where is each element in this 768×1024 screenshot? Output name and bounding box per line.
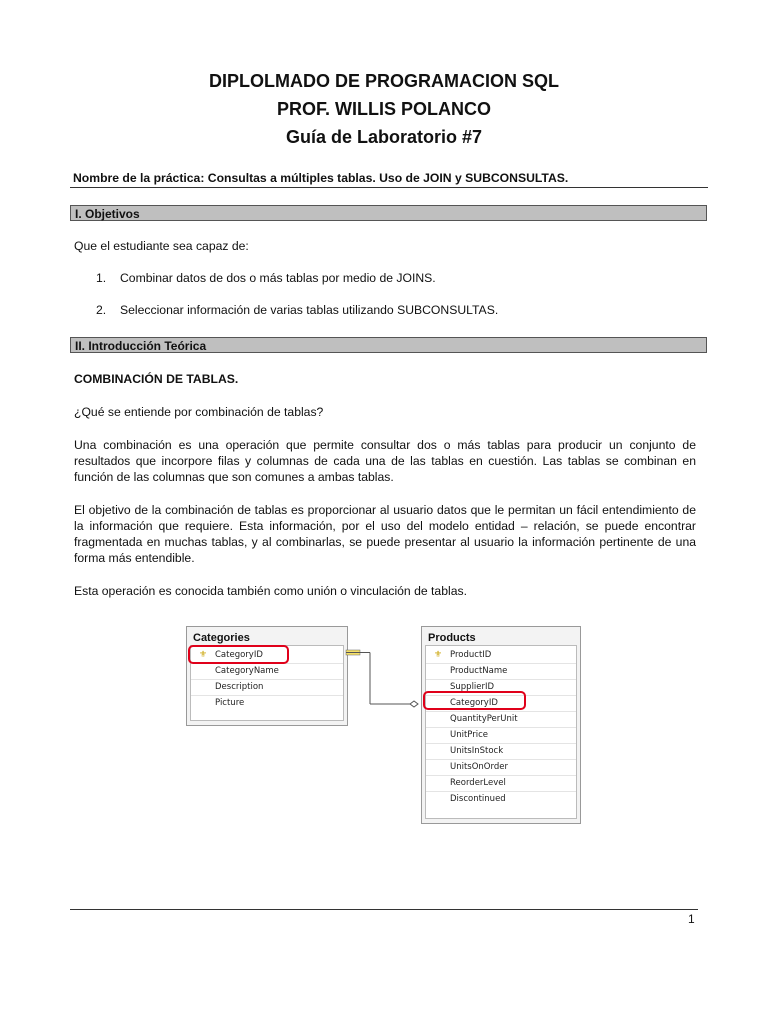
column-row [426,648,576,664]
column-row [426,744,576,760]
column-name: CategoryName [215,666,279,676]
highlight-categoryid-products [423,691,526,710]
column-row [191,696,343,711]
infinity-end-marker [410,701,418,707]
footer-rule [70,909,698,910]
column-row [426,760,576,776]
practice-name: Nombre de la práctica: Consultas a múltiples tablas. Uso de JOIN y SUBCONSULTAS. [73,171,569,185]
column-name: UnitPrice [450,730,489,740]
column-name: UnitsInStock [450,746,504,756]
key-icon: ⚜ [434,650,443,660]
column-name: QuantityPerUnit [450,714,518,724]
section-intro-heading: II. Introducción Teórica [70,337,707,353]
categories-table [186,626,348,726]
products-table [421,626,581,824]
column-name: CategoryID [450,698,498,708]
column-name: Discontinued [450,794,506,804]
objective-number: 1. [96,271,107,285]
products-table-title: Products [428,632,476,644]
column-row [426,664,576,680]
column-row [191,664,343,680]
column-row [426,728,576,744]
highlight-categoryid-categories [188,645,289,664]
practice-underline [70,187,708,188]
relationship-connector [340,640,430,715]
objective-number: 2. [96,303,107,317]
objective-item: Combinar datos de dos o más tablas por medio de JOINS. [120,271,436,285]
column-name: ProductID [450,650,492,660]
column-row [191,680,343,696]
key-icon: ⚜ [199,650,208,660]
column-name: UnitsOnOrder [450,762,508,772]
column-row [426,712,576,728]
section-objectives-heading: I. Objetivos [70,205,707,221]
column-name: ProductName [450,666,508,676]
column-name: CategoryID [215,650,263,660]
column-name: Description [215,682,264,692]
column-name: Picture [215,698,245,708]
subheading: COMBINACIÓN DE TABLAS. [74,372,239,386]
column-row [426,776,576,792]
column-name: ReorderLevel [450,778,506,788]
column-row [426,792,576,807]
objectives-intro: Que el estudiante sea capaz de: [74,239,249,253]
paragraph-1: Una combinación es una operación que permite consultar dos o más tablas para producir un conjunto de resultados que incorpore filas y columnas de cada una de las tablas en cuestión. Las tablas se combinan en función de las columnas que son comunes a ambas tablas. [74,438,696,484]
column-name: SupplierID [450,682,495,692]
professor-name: PROF. WILLIS POLANCO [277,99,491,119]
page-number: 1 [688,912,695,926]
paragraph-3: Esta operación es conocida también como unión o vinculación de tablas. [74,584,467,598]
objective-item: Seleccionar información de varias tablas utilizando SUBCONSULTAS. [120,303,499,317]
question: ¿Qué se entiende por combinación de tablas? [74,405,324,419]
paragraph-2: El objetivo de la combinación de tablas es proporcionar al usuario datos que le permitan un fácil entendimiento de la información que requiere. Esta información, por el uso del modelo entidad – relación, se puede encontrar fragmentada en muchas tablas, y al combinarlas, se puede presentar al usuario la información pertinente de una forma más entendible. [74,503,696,565]
categories-table-title: Categories [193,632,250,644]
products-columns [425,645,577,819]
lab-guide-title: Guía de Laboratorio #7 [285,127,483,147]
document-title: DIPLOLMADO DE PROGRAMACION SQL [209,71,559,91]
